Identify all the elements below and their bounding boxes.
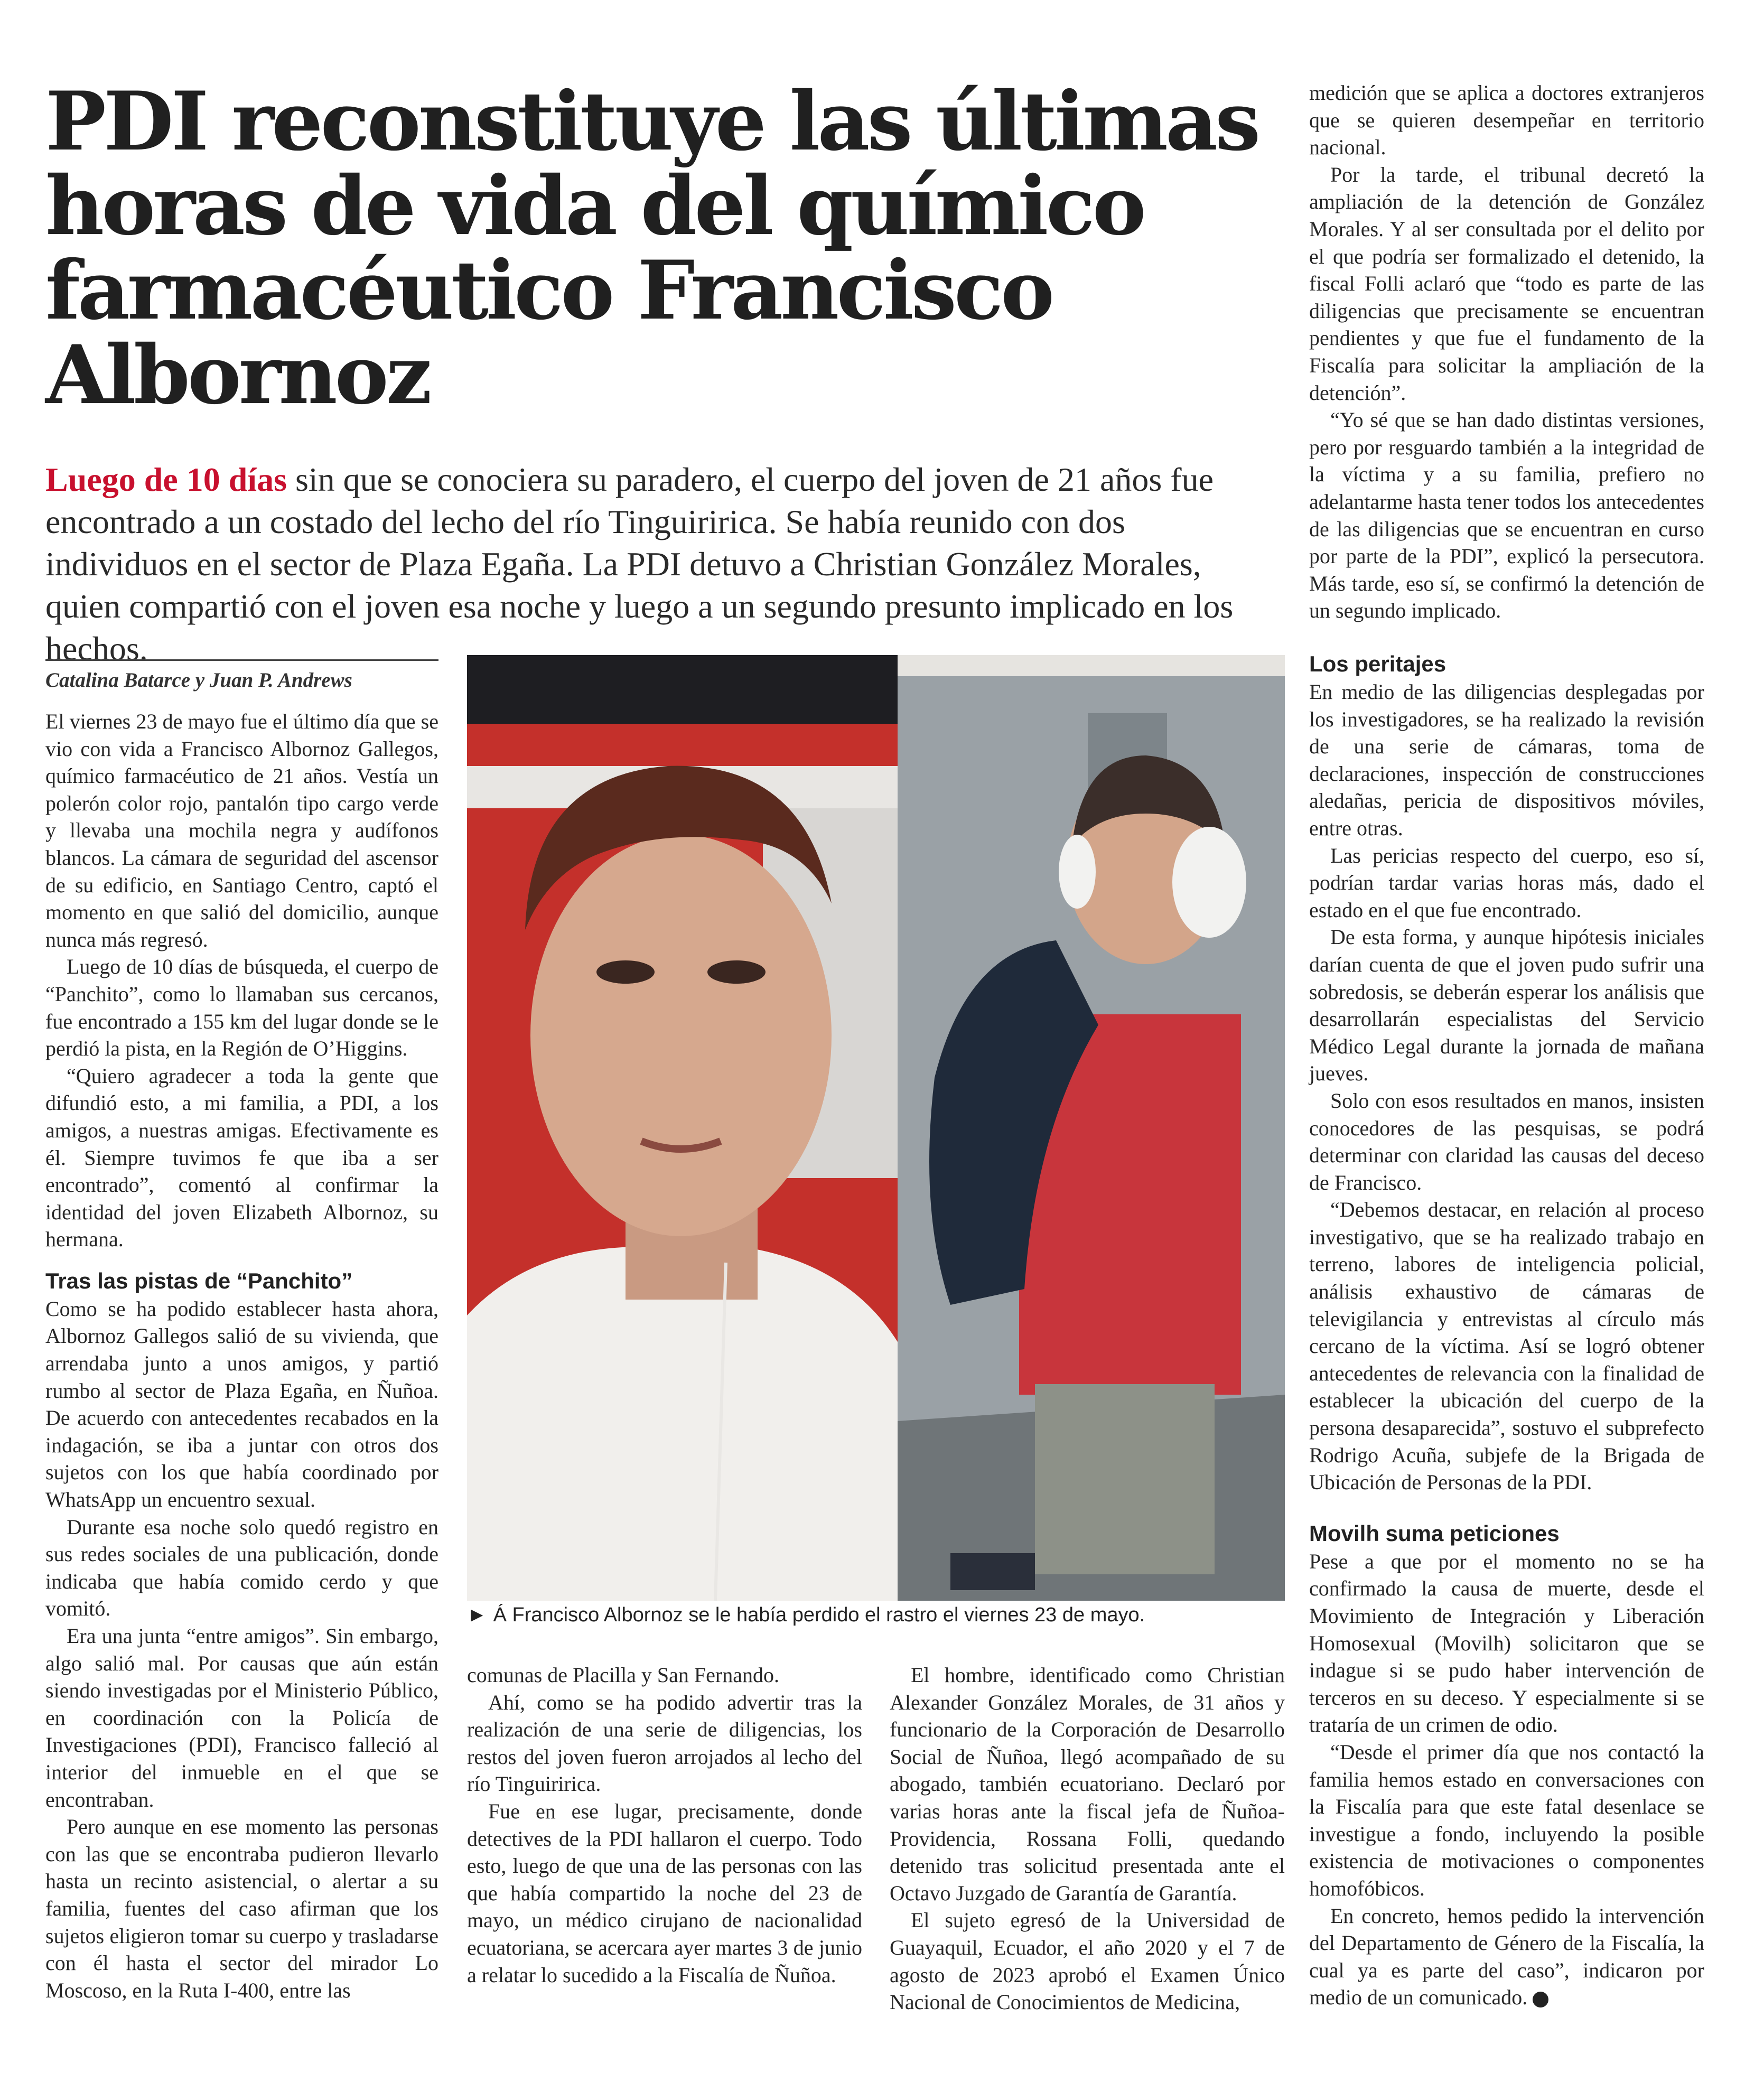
paragraph: En medio de las diligencias desplegadas por los investigadores, se ha realizado la revisión de una serie de cámaras, toma de declaraciones, inspección de construcciones aledañas, pericia de dispositivos móviles, entre otras. [1309,680,1704,840]
paragraph-final [1309,1902,1704,2011]
paragraph: “Quiero agradecer a toda la gente que difundió esto, a mi familia, a PDI, a los amigos, a nuestras amigas. Efectivamente es él. Siempre tuvimos fe que iba a ser encontrado”, comentó al confirmar la identidad del joven Elizabeth Albornoz, su hermana. [45,1063,438,1252]
paragraph: Solo con esos resultados en manos, insisten conocedores de las pesquisas, se podrá determinar con claridad las causas del deceso de Francisco. [1309,1088,1704,1194]
article-photo [467,655,1285,1601]
lead-paragraph [45,459,1239,670]
body-column-4 [1309,650,1704,2011]
photo-caption [467,1604,1285,1627]
caption-marker-icon: ► [467,1604,487,1626]
body-column-4-top [1309,79,1704,624]
paragraph: Pero aunque en ese momento las personas con las que se encontraba pudieron llevarlo hasta un recinto asistencial, o alertar a su familia, fuentes del caso afirman que los sujetos eligieron tomar su cuerpo y trasladarse con él hasta el sector del mirador Lo Moscoso, en la Ruta I-400, entre las [45,1815,438,2002]
paragraph: Luego de 10 días de búsqueda, el cuerpo de “Panchito”, como lo llamaban sus cercanos, fue encontrado a 155 km del lugar donde se le perdió la pista, en la Región de O’Higgins. [45,955,438,1061]
paragraph: El viernes 23 de mayo fue el último día que se vio con vida a Francisco Albornoz Gallegos, químico farmacéutico de 21 años. Vestía un polerón color rojo, pantalón tipo cargo verde y llevaba una mochila negra y audífonos blancos. La cámara de seguridad del ascensor de su edificio, en Santiago Centro, captó el momento en que salió del domicilio, aunque nunca más regresó. [45,709,438,951]
caption-text: Á Francisco Albornoz se le había perdido el rastro el viernes 23 de mayo. [493,1604,1145,1626]
paragraph: “Debemos destacar, en relación al proceso investigativo, que se ha realizado trabajo en terreno, labores de inteligencia policial, análisis exhaustivo de cámaras de televigilancia y entrevistas al círculo más cercano de la víctima. Así se logró obtener antecedentes de relevancia con la finalidad de establecer la ubicación del cuerpo de la persona desaparecida”, sostuvo el subprefecto Rodrigo Acuña, subjefe de la Brigada de Ubicación de Personas de la PDI. [1309,1198,1704,1495]
paragraph: medición que se aplica a doctores extranjeros que se quieren desempeñar en territorio nacional. [1309,81,1704,160]
headline: PDI reconstituye las últimas horas de vida del químico farmacéutico Francisco Albornoz [45,74,1258,423]
paragraph: “Desde el primer día que nos contactó la familia hemos estado en conversaciones con la Fiscalía para que este fatal desenlace se investigue a fondo, incluyendo la posible existencia de motivaciones o componentes homofóbicos. [1309,1740,1704,1900]
paragraph: Por la tarde, el tribunal decretó la ampliación de la detención de González Morales. Y al ser consultada por el delito por el que podría ser formalizado el detenido, la fiscal Folli aclaró que “todo es parte de las diligencias que precisamente se encuentran pendientes y que fue el fundamento de la Fiscalía para solicitar la ampliación de la detención”. [1309,162,1704,405]
paragraph: Fue en ese lugar, precisamente, donde detectives de la PDI hallaron el cuerpo. Todo esto, luego de que una de las personas con las que había compartido la noche del 23 de mayo, un médico cirujano de nacionalidad ecuatoriana, se acercara ayer martes 3 de junio a relatar lo sucedido a la Fiscalía de Ñuñoa. [467,1799,862,1987]
paragraph: De esta forma, y aunque hipótesis iniciales darían cuenta de que el joven pudo sufrir una sobredosis, se deberán esperar los análisis que desarrollarán especialistas del Servicio Médico Legal durante la jornada de mañana jueves. [1309,925,1704,1086]
body-column-2 [467,1661,862,1988]
paragraph: Ahí, como se ha podido advertir tras la realización de una serie de diligencias, los restos del joven fueron arrojados al lecho del río Tinguiririca. [467,1690,862,1796]
byline: Catalina Batarce y Juan P. Andrews [45,659,438,692]
paragraph: comunas de Placilla y San Fernando. [467,1663,779,1687]
end-mark-icon [1533,1992,1548,2007]
paragraph: Era una junta “entre amigos”. Sin embargo, algo salió mal. Por causas que aún están siendo investigadas por el Ministerio Público, en coordinación con la Policía de Investigaciones (PDI), Francisco falleció al interior del inmueble en el que se encontraban. [45,1624,438,1811]
paragraph: El hombre, identificado como Christian Alexander González Morales, de 31 años y funcionario de la Corporación de Desarrollo Social de Ñuñoa, llegó acompañado de su abogado, también ecuatoriano. Declaró por varias horas ante la fiscal jefa de Ñuñoa-Providencia, Rossana Folli, quedando detenido tras solicitud presentada ante el Octavo Juzgado de Garantía de Garantía. [890,1663,1285,1905]
section-heading-los-peritajes: Los peritajes [1309,651,1446,676]
lead-text: sin que se conociera su paradero, el cuerpo del joven de 21 años fue encontrado a un costado del lecho del río Tinguiririca. Se había reunido con dos individuos en el sector de Plaza Egaña. La PDI detuvo a Christian González Morales, quien compartió con el joven esa noche y luego a un segundo presunto implicado en los hechos. [45,461,1234,667]
elevator-illustration [898,655,1285,1601]
paragraph: “Yo sé que se han dado distintas versiones, pero por resguardo también a la integridad de la víctima y a su familia, prefiero no adelantarme hasta tener todos los antecedentes de las diligencias que se encuentran en curso por parte de la PDI”, explicó la persecutora. Más tarde, eso sí, se confirmó la detención de un segundo implicado. [1309,408,1704,623]
paragraph: Durante esa noche solo quedó registro en sus redes sociales de una publicación, donde indicaba que había comido cerdo y que vomitó. [45,1515,438,1621]
body-column-1 [45,708,438,2004]
section-heading-tras-las-pistas: Tras las pistas de “Panchito” [45,1268,353,1293]
portrait-photo [467,655,898,1601]
paragraph: Pese a que por el momento no se ha confirmado la causa de muerte, desde el Movimiento de Integración y Liberación Homosexual (Movilh) solicitaron que se indague si se pudo haber intervención de terceros en su deceso. Y especialmente si se trataría de un crimen de odio. [1309,1549,1704,1737]
final-paragraph-text: En concreto, hemos pedido la intervención del Departamento de Género de la Fiscalía, la cual ya es parte del caso”, indicaron por medio de un comunicado. [1309,1903,1704,2010]
lead-highlight: Luego de 10 días [45,461,287,498]
paragraph: Como se ha podido establecer hasta ahora, Albornoz Gallegos salió de su vivienda, que arrendaba junto a unos amigos, y partió rumbo al sector de Plaza Egaña, en Ñuñoa. De acuerdo con antecedentes recabados en la indagación, se iba a juntar con otros dos sujetos con los que había coordinado por WhatsApp un encuentro sexual. [45,1296,438,1512]
paragraph: Las pericias respecto del cuerpo, eso sí, podrían tardar varias horas más, dado el estado en el que fue encontrado. [1309,843,1704,922]
paragraph: El sujeto egresó de la Universidad de Guayaquil, Ecuador, el año 2020 y el 7 de agosto de 2023 aprobó el Examen Único Nacional de Conocimientos de Medicina, [890,1908,1285,2014]
body-column-3 [890,1661,1285,2016]
elevator-camera-photo [898,655,1285,1601]
portrait-illustration [467,655,898,1601]
section-heading-movilh: Movilh suma peticiones [1309,1520,1560,1546]
